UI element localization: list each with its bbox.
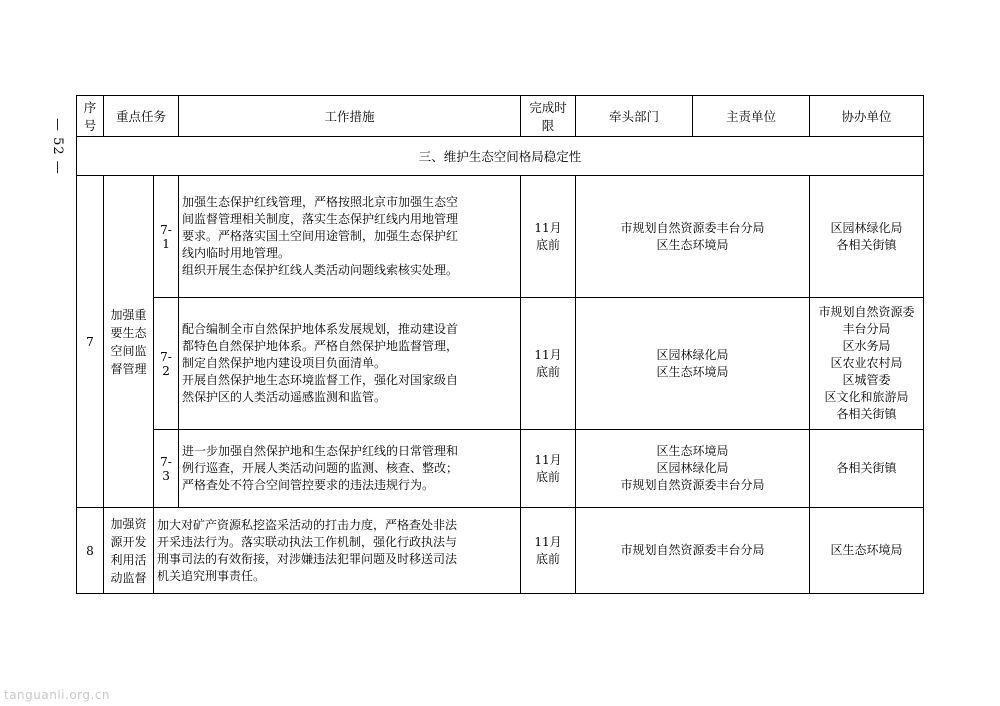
- section-title: 三、维护生态空间格局稳定性: [77, 137, 924, 176]
- measure-cell: 加强生态保护红线管理，严格按照北京市加强生态空 间监督管理相关制度，落实生态保护红线内用地管理 要求。严格落实国土空间用途管制，加强生态保护红 线内临时用地管理。 组织开展生态保护红线人类活动问题线索核实处理。: [179, 176, 521, 298]
- table-row: [77, 430, 924, 508]
- main-unit-cell: 市规划自然资源委丰台分局 区生态环境局: [576, 176, 810, 298]
- header-measures: 工作措施: [179, 96, 521, 137]
- header-row: [77, 96, 924, 137]
- assist-unit-cell: 区生态环境局: [810, 508, 924, 594]
- header-lead-dept: 牵头部门: [576, 96, 693, 137]
- seq-cell: 8: [77, 508, 104, 594]
- main-unit-cell: 区园林绿化局 区生态环境局: [576, 298, 810, 430]
- sub-code: 7-3: [154, 430, 179, 508]
- assist-unit-cell: 市规划自然资源委 丰台分局 区水务局 区农业农村局 区城管委 区文化和旅游局 各相关街镇: [810, 298, 924, 430]
- deadline-cell: 11月 底前: [521, 430, 576, 508]
- measure-cell: 配合编制全市自然保护地体系发展规划，推动建设首 都特色自然保护地体系。严格自然保护地监督管理， 制定自然保护地内建设项目负面清单。 开展自然保护地生态环境监督工作，强化对国家级自 然保护区的人类活动遥感监测和监管。: [179, 298, 521, 430]
- table-row: [77, 298, 924, 430]
- sub-code: 7-1: [154, 176, 179, 298]
- header-key-task: 重点任务: [104, 96, 179, 137]
- main-unit-cell: 区生态环境局 区园林绿化局 市规划自然资源委丰台分局: [576, 430, 810, 508]
- sub-code: 7-2: [154, 298, 179, 430]
- header-deadline: 完成时限: [521, 96, 576, 137]
- section-row: [77, 137, 924, 176]
- task-cell: 加强资源开发利用活动监督: [104, 508, 154, 594]
- main-unit-cell: 市规划自然资源委丰台分局: [576, 508, 810, 594]
- task-table: [76, 95, 924, 594]
- seq-cell: 7: [77, 176, 104, 508]
- assist-unit-cell: 各相关街镇: [810, 430, 924, 508]
- page-number: — 52 —: [50, 118, 65, 175]
- watermark: tanguanli.org.cn: [4, 688, 111, 702]
- header-assist-unit: 协办单位: [810, 96, 924, 137]
- table-row: [77, 176, 924, 298]
- measure-cell: 加大对矿产资源私挖盗采活动的打击力度，严格查处非法 开采违法行为。落实联动执法工作机制，强化行政执法与 刑事司法的有效衔接，对涉嫌违法犯罪问题及时移送司法 机关追究刑事责任。: [154, 508, 521, 594]
- header-seq: 序号: [77, 96, 104, 137]
- deadline-cell: 11月 底前: [521, 298, 576, 430]
- deadline-cell: 11月 底前: [521, 176, 576, 298]
- deadline-cell: 11月 底前: [521, 508, 576, 594]
- table-row: [77, 508, 924, 594]
- measure-cell: 进一步加强自然保护地和生态保护红线的日常管理和 例行巡查，开展人类活动问题的监测、核查、整改； 严格查处不符合空间管控要求的违法违规行为。: [179, 430, 521, 508]
- header-main-unit: 主责单位: [693, 96, 810, 137]
- assist-unit-cell: 区园林绿化局 各相关街镇: [810, 176, 924, 298]
- task-cell: 加强重要生态空间监督管理: [104, 176, 154, 508]
